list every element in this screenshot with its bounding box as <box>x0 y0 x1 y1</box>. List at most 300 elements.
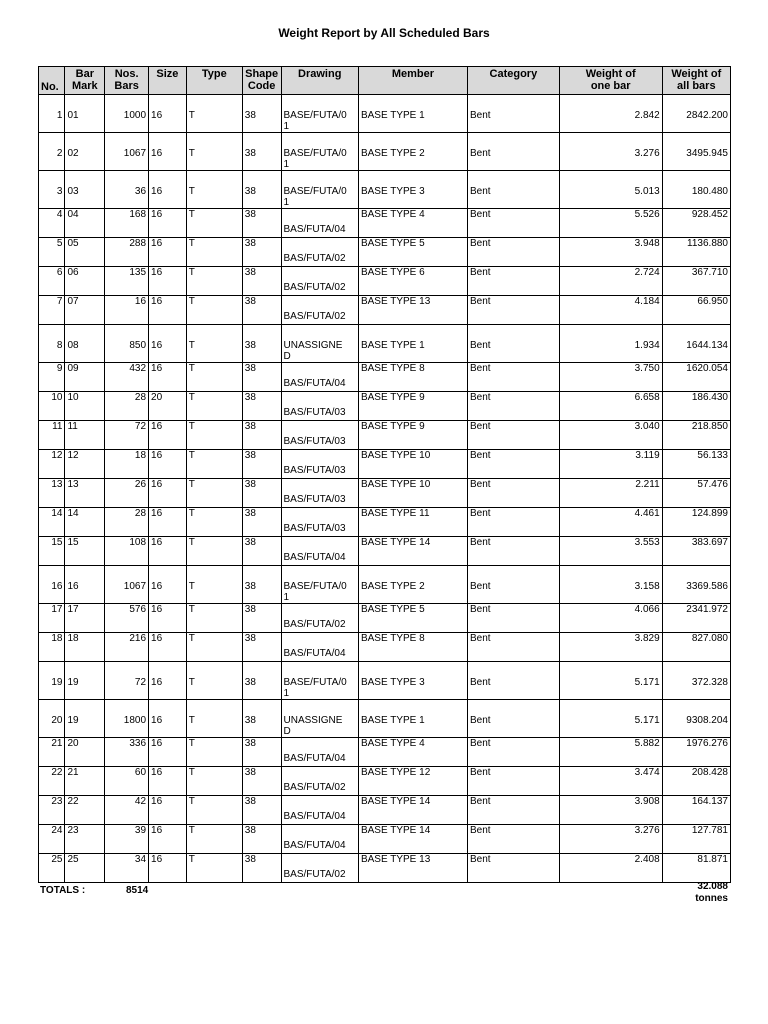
cell-weight-one-bar: 2.408 <box>559 854 662 883</box>
cell-size: 16 <box>149 537 187 566</box>
cell-member: BASE TYPE 6 <box>358 267 467 296</box>
cell-drawing: BAS/FUTA/03 <box>281 450 358 479</box>
table-row <box>39 479 731 508</box>
cell-nos-bars: 168 <box>105 209 149 238</box>
table-row <box>39 566 731 604</box>
cell-weight-all-bars: 124.899 <box>662 508 730 537</box>
cell-bar-mark: 10 <box>65 392 105 421</box>
cell-bar-mark: 06 <box>65 267 105 296</box>
cell-weight-all-bars: 127.781 <box>662 825 730 854</box>
cell-bar-mark: 07 <box>65 296 105 325</box>
cell-no: 19 <box>39 662 65 700</box>
cell-weight-all-bars: 208.428 <box>662 767 730 796</box>
cell-drawing: BAS/FUTA/03 <box>281 421 358 450</box>
cell-shape-code: 38 <box>242 767 281 796</box>
cell-shape-code: 38 <box>242 421 281 450</box>
cell-drawing: BAS/FUTA/04 <box>281 633 358 662</box>
table-row <box>39 450 731 479</box>
totals-weight <box>695 881 728 905</box>
cell-size: 16 <box>149 662 187 700</box>
cell-shape-code: 38 <box>242 604 281 633</box>
cell-nos-bars: 18 <box>105 450 149 479</box>
cell-drawing: BASE/FUTA/0 1 <box>281 566 358 604</box>
cell-size: 16 <box>149 700 187 738</box>
cell-shape-code: 38 <box>242 479 281 508</box>
cell-type: T <box>186 604 242 633</box>
cell-drawing: BAS/FUTA/02 <box>281 604 358 633</box>
cell-weight-one-bar: 3.119 <box>559 450 662 479</box>
cell-member: BASE TYPE 1 <box>358 700 467 738</box>
cell-bar-mark: 23 <box>65 825 105 854</box>
table-row <box>39 421 731 450</box>
cell-nos-bars: 26 <box>105 479 149 508</box>
cell-weight-one-bar: 2.724 <box>559 267 662 296</box>
cell-weight-all-bars: 186.430 <box>662 392 730 421</box>
cell-bar-mark: 25 <box>65 854 105 883</box>
cell-size: 16 <box>149 171 187 209</box>
cell-weight-all-bars: 164.137 <box>662 796 730 825</box>
cell-no: 12 <box>39 450 65 479</box>
cell-member: BASE TYPE 13 <box>358 296 467 325</box>
cell-bar-mark: 01 <box>65 95 105 133</box>
cell-type: T <box>186 854 242 883</box>
cell-size: 16 <box>149 767 187 796</box>
cell-shape-code: 38 <box>242 566 281 604</box>
cell-no: 13 <box>39 479 65 508</box>
cell-weight-all-bars: 928.452 <box>662 209 730 238</box>
table-row <box>39 767 731 796</box>
cell-no: 23 <box>39 796 65 825</box>
cell-size: 16 <box>149 238 187 267</box>
cell-type: T <box>186 738 242 767</box>
cell-weight-all-bars: 57.476 <box>662 479 730 508</box>
cell-drawing: BAS/FUTA/02 <box>281 767 358 796</box>
cell-member: BASE TYPE 14 <box>358 796 467 825</box>
cell-nos-bars: 60 <box>105 767 149 796</box>
cell-type: T <box>186 238 242 267</box>
cell-nos-bars: 72 <box>105 421 149 450</box>
table-row <box>39 796 731 825</box>
cell-type: T <box>186 209 242 238</box>
cell-nos-bars: 34 <box>105 854 149 883</box>
col-header-type: Type <box>186 67 242 95</box>
cell-shape-code: 38 <box>242 238 281 267</box>
table-row <box>39 633 731 662</box>
cell-no: 8 <box>39 325 65 363</box>
cell-drawing: BAS/FUTA/04 <box>281 738 358 767</box>
cell-weight-all-bars: 1976.276 <box>662 738 730 767</box>
cell-member: BASE TYPE 9 <box>358 392 467 421</box>
cell-weight-one-bar: 4.461 <box>559 508 662 537</box>
report-title: Weight Report by All Scheduled Bars <box>278 26 490 40</box>
cell-category: Bent <box>468 662 560 700</box>
cell-size: 16 <box>149 421 187 450</box>
cell-weight-all-bars: 827.080 <box>662 633 730 662</box>
cell-shape-code: 38 <box>242 171 281 209</box>
cell-no: 3 <box>39 171 65 209</box>
cell-no: 11 <box>39 421 65 450</box>
cell-type: T <box>186 479 242 508</box>
cell-bar-mark: 14 <box>65 508 105 537</box>
cell-weight-one-bar: 6.658 <box>559 392 662 421</box>
cell-bar-mark: 17 <box>65 604 105 633</box>
cell-category: Bent <box>468 767 560 796</box>
cell-weight-all-bars: 180.480 <box>662 171 730 209</box>
table-row <box>39 825 731 854</box>
cell-member: BASE TYPE 14 <box>358 537 467 566</box>
cell-size: 16 <box>149 738 187 767</box>
cell-nos-bars: 576 <box>105 604 149 633</box>
cell-weight-all-bars: 1136.880 <box>662 238 730 267</box>
cell-type: T <box>186 363 242 392</box>
cell-shape-code: 38 <box>242 363 281 392</box>
cell-type: T <box>186 566 242 604</box>
cell-shape-code: 38 <box>242 267 281 296</box>
cell-category: Bent <box>468 363 560 392</box>
cell-member: BASE TYPE 5 <box>358 604 467 633</box>
cell-size: 16 <box>149 133 187 171</box>
cell-no: 17 <box>39 604 65 633</box>
cell-type: T <box>186 796 242 825</box>
cell-no: 14 <box>39 508 65 537</box>
cell-nos-bars: 39 <box>105 825 149 854</box>
cell-nos-bars: 1800 <box>105 700 149 738</box>
cell-shape-code: 38 <box>242 700 281 738</box>
totals-weight-unit: tonnes <box>695 893 728 904</box>
cell-type: T <box>186 421 242 450</box>
cell-weight-one-bar: 1.934 <box>559 325 662 363</box>
cell-nos-bars: 1067 <box>105 566 149 604</box>
cell-weight-one-bar: 3.750 <box>559 363 662 392</box>
cell-category: Bent <box>468 421 560 450</box>
cell-weight-one-bar: 4.066 <box>559 604 662 633</box>
cell-shape-code: 38 <box>242 738 281 767</box>
col-header-size: Size <box>149 67 187 95</box>
cell-member: BASE TYPE 11 <box>358 508 467 537</box>
cell-type: T <box>186 95 242 133</box>
cell-bar-mark: 15 <box>65 537 105 566</box>
cell-no: 9 <box>39 363 65 392</box>
cell-member: BASE TYPE 13 <box>358 854 467 883</box>
cell-category: Bent <box>468 171 560 209</box>
cell-size: 20 <box>149 392 187 421</box>
cell-bar-mark: 11 <box>65 421 105 450</box>
cell-no: 6 <box>39 267 65 296</box>
cell-drawing: BAS/FUTA/03 <box>281 392 358 421</box>
cell-category: Bent <box>468 267 560 296</box>
cell-category: Bent <box>468 325 560 363</box>
cell-category: Bent <box>468 633 560 662</box>
cell-shape-code: 38 <box>242 450 281 479</box>
cell-category: Bent <box>468 738 560 767</box>
cell-size: 16 <box>149 854 187 883</box>
cell-shape-code: 38 <box>242 633 281 662</box>
cell-size: 16 <box>149 479 187 508</box>
cell-category: Bent <box>468 296 560 325</box>
cell-size: 16 <box>149 508 187 537</box>
cell-weight-all-bars: 3495.945 <box>662 133 730 171</box>
cell-weight-all-bars: 2842.200 <box>662 95 730 133</box>
cell-nos-bars: 72 <box>105 662 149 700</box>
cell-category: Bent <box>468 450 560 479</box>
cell-drawing: BASE/FUTA/0 1 <box>281 662 358 700</box>
cell-shape-code: 38 <box>242 133 281 171</box>
cell-weight-all-bars: 1620.054 <box>662 363 730 392</box>
totals-label: TOTALS : <box>40 885 86 896</box>
col-header-drawing: Drawing <box>281 67 358 95</box>
cell-type: T <box>186 700 242 738</box>
table-row <box>39 296 731 325</box>
cell-member: BASE TYPE 3 <box>358 171 467 209</box>
cell-weight-one-bar: 3.474 <box>559 767 662 796</box>
cell-category: Bent <box>468 209 560 238</box>
cell-bar-mark: 12 <box>65 450 105 479</box>
cell-type: T <box>186 267 242 296</box>
cell-weight-all-bars: 81.871 <box>662 854 730 883</box>
cell-bar-mark: 03 <box>65 171 105 209</box>
table-row <box>39 392 731 421</box>
cell-size: 16 <box>149 566 187 604</box>
cell-shape-code: 38 <box>242 854 281 883</box>
cell-size: 16 <box>149 825 187 854</box>
cell-type: T <box>186 133 242 171</box>
cell-nos-bars: 336 <box>105 738 149 767</box>
table-row <box>39 95 731 133</box>
cell-nos-bars: 1000 <box>105 95 149 133</box>
cell-drawing: BAS/FUTA/04 <box>281 825 358 854</box>
cell-no: 1 <box>39 95 65 133</box>
cell-drawing: BAS/FUTA/02 <box>281 267 358 296</box>
cell-member: BASE TYPE 4 <box>358 209 467 238</box>
cell-nos-bars: 42 <box>105 796 149 825</box>
cell-weight-one-bar: 2.211 <box>559 479 662 508</box>
cell-bar-mark: 19 <box>65 662 105 700</box>
cell-weight-all-bars: 9308.204 <box>662 700 730 738</box>
table-row <box>39 662 731 700</box>
cell-bar-mark: 02 <box>65 133 105 171</box>
col-header-member: Member <box>358 67 467 95</box>
cell-no: 10 <box>39 392 65 421</box>
cell-shape-code: 38 <box>242 95 281 133</box>
cell-size: 16 <box>149 267 187 296</box>
cell-category: Bent <box>468 700 560 738</box>
cell-nos-bars: 216 <box>105 633 149 662</box>
cell-type: T <box>186 508 242 537</box>
cell-member: BASE TYPE 2 <box>358 566 467 604</box>
cell-drawing: BAS/FUTA/04 <box>281 537 358 566</box>
cell-type: T <box>186 633 242 662</box>
table-row <box>39 508 731 537</box>
cell-drawing: BAS/FUTA/02 <box>281 238 358 267</box>
weight-report-table <box>38 66 731 883</box>
cell-drawing: BASE/FUTA/0 1 <box>281 133 358 171</box>
table-row <box>39 238 731 267</box>
cell-weight-all-bars: 3369.586 <box>662 566 730 604</box>
totals-weight-value: 32.088 <box>697 881 728 892</box>
cell-weight-one-bar: 5.171 <box>559 700 662 738</box>
cell-size: 16 <box>149 796 187 825</box>
table-row <box>39 133 731 171</box>
cell-nos-bars: 850 <box>105 325 149 363</box>
cell-size: 16 <box>149 325 187 363</box>
table-row <box>39 171 731 209</box>
cell-weight-one-bar: 3.908 <box>559 796 662 825</box>
cell-drawing: BAS/FUTA/03 <box>281 508 358 537</box>
cell-drawing: BAS/FUTA/03 <box>281 479 358 508</box>
cell-size: 16 <box>149 633 187 662</box>
cell-member: BASE TYPE 8 <box>358 633 467 662</box>
header-row <box>39 67 731 95</box>
cell-weight-all-bars: 56.133 <box>662 450 730 479</box>
cell-weight-one-bar: 3.158 <box>559 566 662 604</box>
cell-drawing: BAS/FUTA/04 <box>281 796 358 825</box>
cell-bar-mark: 18 <box>65 633 105 662</box>
cell-category: Bent <box>468 825 560 854</box>
cell-bar-mark: 20 <box>65 738 105 767</box>
cell-nos-bars: 108 <box>105 537 149 566</box>
table-row <box>39 209 731 238</box>
cell-bar-mark: 19 <box>65 700 105 738</box>
cell-member: BASE TYPE 3 <box>358 662 467 700</box>
table-row <box>39 738 731 767</box>
cell-weight-one-bar: 5.882 <box>559 738 662 767</box>
cell-member: BASE TYPE 2 <box>358 133 467 171</box>
cell-no: 20 <box>39 700 65 738</box>
cell-shape-code: 38 <box>242 796 281 825</box>
cell-category: Bent <box>468 392 560 421</box>
cell-no: 18 <box>39 633 65 662</box>
col-header-shape-code: Shape Code <box>242 67 281 95</box>
col-header-nos-bars: Nos. Bars <box>105 67 149 95</box>
cell-type: T <box>186 662 242 700</box>
table-row <box>39 363 731 392</box>
cell-shape-code: 38 <box>242 209 281 238</box>
cell-nos-bars: 432 <box>105 363 149 392</box>
cell-weight-one-bar: 5.171 <box>559 662 662 700</box>
cell-member: BASE TYPE 12 <box>358 767 467 796</box>
cell-category: Bent <box>468 537 560 566</box>
cell-no: 22 <box>39 767 65 796</box>
col-header-bar-mark: Bar Mark <box>65 67 105 95</box>
cell-type: T <box>186 171 242 209</box>
cell-nos-bars: 288 <box>105 238 149 267</box>
cell-drawing: BASE/FUTA/0 1 <box>281 95 358 133</box>
cell-nos-bars: 28 <box>105 392 149 421</box>
cell-weight-one-bar: 3.276 <box>559 133 662 171</box>
cell-member: BASE TYPE 14 <box>358 825 467 854</box>
cell-size: 16 <box>149 604 187 633</box>
cell-no: 2 <box>39 133 65 171</box>
cell-nos-bars: 16 <box>105 296 149 325</box>
cell-size: 16 <box>149 450 187 479</box>
cell-drawing: UNASSIGNE D <box>281 700 358 738</box>
cell-nos-bars: 1067 <box>105 133 149 171</box>
cell-type: T <box>186 767 242 796</box>
cell-weight-one-bar: 3.948 <box>559 238 662 267</box>
cell-drawing: BASE/FUTA/0 1 <box>281 171 358 209</box>
cell-weight-all-bars: 383.697 <box>662 537 730 566</box>
cell-bar-mark: 21 <box>65 767 105 796</box>
cell-weight-one-bar: 5.526 <box>559 209 662 238</box>
cell-member: BASE TYPE 4 <box>358 738 467 767</box>
cell-member: BASE TYPE 5 <box>358 238 467 267</box>
cell-category: Bent <box>468 854 560 883</box>
cell-bar-mark: 16 <box>65 566 105 604</box>
cell-member: BASE TYPE 1 <box>358 325 467 363</box>
cell-bar-mark: 08 <box>65 325 105 363</box>
table-row <box>39 700 731 738</box>
cell-category: Bent <box>468 479 560 508</box>
cell-type: T <box>186 392 242 421</box>
cell-bar-mark: 13 <box>65 479 105 508</box>
col-header-weight-one-bar: Weight of one bar <box>559 67 662 95</box>
table-row <box>39 604 731 633</box>
cell-nos-bars: 28 <box>105 508 149 537</box>
cell-shape-code: 38 <box>242 662 281 700</box>
cell-bar-mark: 05 <box>65 238 105 267</box>
cell-category: Bent <box>468 796 560 825</box>
table-row <box>39 854 731 883</box>
cell-category: Bent <box>468 238 560 267</box>
cell-category: Bent <box>468 95 560 133</box>
cell-weight-one-bar: 3.829 <box>559 633 662 662</box>
cell-bar-mark: 04 <box>65 209 105 238</box>
cell-weight-all-bars: 367.710 <box>662 267 730 296</box>
cell-drawing: BAS/FUTA/04 <box>281 363 358 392</box>
cell-type: T <box>186 537 242 566</box>
cell-nos-bars: 36 <box>105 171 149 209</box>
cell-type: T <box>186 450 242 479</box>
cell-member: BASE TYPE 1 <box>358 95 467 133</box>
cell-category: Bent <box>468 508 560 537</box>
cell-nos-bars: 135 <box>105 267 149 296</box>
cell-size: 16 <box>149 209 187 238</box>
table-row <box>39 325 731 363</box>
col-header-no: No. <box>39 67 65 95</box>
cell-shape-code: 38 <box>242 325 281 363</box>
cell-category: Bent <box>468 604 560 633</box>
cell-drawing: BAS/FUTA/02 <box>281 854 358 883</box>
cell-weight-all-bars: 2341.972 <box>662 604 730 633</box>
cell-no: 15 <box>39 537 65 566</box>
cell-weight-all-bars: 1644.134 <box>662 325 730 363</box>
table-row <box>39 267 731 296</box>
cell-shape-code: 38 <box>242 508 281 537</box>
cell-member: BASE TYPE 10 <box>358 479 467 508</box>
cell-weight-one-bar: 4.184 <box>559 296 662 325</box>
cell-shape-code: 38 <box>242 392 281 421</box>
cell-type: T <box>186 296 242 325</box>
cell-shape-code: 38 <box>242 825 281 854</box>
cell-member: BASE TYPE 10 <box>358 450 467 479</box>
cell-weight-one-bar: 2.842 <box>559 95 662 133</box>
cell-weight-one-bar: 3.553 <box>559 537 662 566</box>
cell-weight-one-bar: 3.276 <box>559 825 662 854</box>
cell-no: 7 <box>39 296 65 325</box>
cell-shape-code: 38 <box>242 537 281 566</box>
cell-weight-all-bars: 66.950 <box>662 296 730 325</box>
cell-no: 25 <box>39 854 65 883</box>
cell-shape-code: 38 <box>242 296 281 325</box>
cell-category: Bent <box>468 133 560 171</box>
cell-drawing: BAS/FUTA/04 <box>281 209 358 238</box>
cell-size: 16 <box>149 95 187 133</box>
cell-bar-mark: 22 <box>65 796 105 825</box>
cell-no: 21 <box>39 738 65 767</box>
col-header-category: Category <box>468 67 560 95</box>
cell-member: BASE TYPE 8 <box>358 363 467 392</box>
cell-weight-one-bar: 5.013 <box>559 171 662 209</box>
